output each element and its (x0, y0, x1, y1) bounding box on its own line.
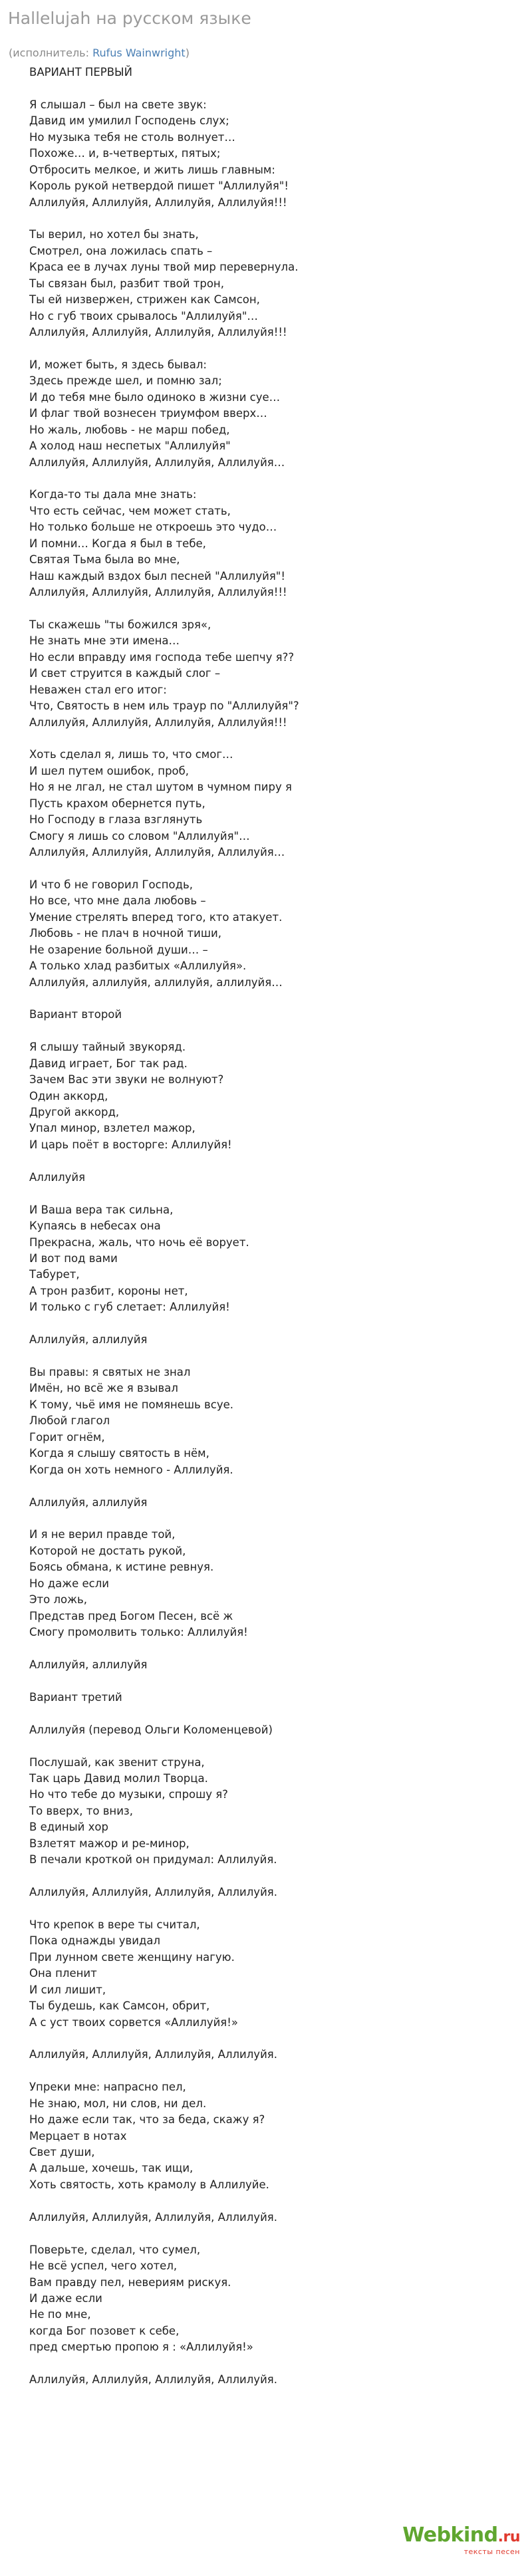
lyric-line: Которой не достать рукой, (29, 1544, 186, 1557)
blank-line (29, 1868, 521, 1884)
lyric-line: Любой глагол (29, 1414, 110, 1428)
blank-line (29, 1316, 521, 1332)
lyric-line: Не по мне, (29, 2308, 91, 2321)
lyric-line: Но даже если так, что за беда, скажу я? (29, 2113, 265, 2126)
lyric-line: Имён, но всё же я взывал (29, 1382, 178, 1395)
lyric-line: И только с губ слетает: Аллилуйя! (29, 1301, 230, 1314)
blank-line (29, 1640, 521, 1656)
logo-main-text: Webkind (402, 2523, 498, 2547)
lyric-line: При лунном свете женщину нагую. (29, 1950, 235, 1964)
lyrics-text (29, 64, 521, 2388)
lyric-line: Аллилуйя (перевод Ольги Коломенцевой) (29, 1723, 273, 1736)
lyric-line: Но Господу в глаза взглянуть (29, 813, 203, 827)
lyric-line: Аллилуйя, Аллилуйя, Аллилуйя, Аллилуйя… (29, 455, 285, 469)
lyric-line: И флаг твой вознесен триумфом вверх… (29, 407, 267, 420)
lyric-line: Купаясь в небесах она (29, 1220, 161, 1233)
lyric-line: ВАРИАНТ ПЕРВЫЙ (29, 66, 132, 78)
lyric-line: Ты ей низвержен, стрижен как Самсон, (29, 293, 260, 307)
lyric-line: Упреки мне: напрасно пел, (29, 2081, 186, 2094)
blank-line (29, 1900, 521, 1916)
blank-line (29, 1706, 521, 1722)
lyric-line: Здесь прежде шел, и помню зал; (29, 374, 222, 388)
lyric-line: Когда он хоть немного - Аллилуйя. (29, 1463, 233, 1476)
lyric-line: Краса ее в лучах луны твой мир перевернула. (29, 261, 299, 274)
lyric-line: Ты верил, но хотел бы знать, (29, 228, 199, 241)
artist-line (9, 47, 190, 60)
blank-line (29, 2031, 521, 2047)
lyric-line: Ты связан был, разбит твой трон, (29, 277, 224, 290)
blank-line (29, 340, 521, 356)
lyric-line: А холод наш неспетых "Аллилуйя" (29, 440, 231, 453)
blank-line (29, 211, 521, 227)
blank-line (29, 1023, 521, 1039)
lyric-line: Ты будешь, как Самсон, обрит, (29, 1999, 210, 2013)
lyric-line: А с уст твоих сорвется «Аллилуйя!» (29, 2015, 238, 2029)
lyric-line: Хоть святость, хоть крамолу в Аллилуйе. (29, 2178, 269, 2191)
lyric-line: Аллилуйя, аллилуйя, аллилуйя, аллилуйя… (29, 975, 283, 989)
lyric-line: Ты скажешь "ты божился зря«, (29, 618, 211, 631)
logo-tagline: тексты песен (464, 2547, 520, 2556)
lyric-line: Я слышал – был на свете звук: (29, 98, 207, 111)
lyric-line: Что, Святость в нем иль траур по "Аллилуйя"? (29, 700, 299, 713)
lyric-line: Аллилуйя, аллилуйя (29, 1495, 148, 1509)
lyric-line: И что б не говорил Господь, (29, 878, 193, 891)
lyric-line: Отбросить мелкое, и жить лишь главным: (29, 163, 275, 176)
lyric-line: когда Бог позовет к себе, (29, 2324, 180, 2337)
lyric-line: Боясь обмана, к истине ревнуя. (29, 1561, 214, 1574)
lyric-line: Вариант третий (29, 1690, 122, 1704)
lyric-line: Но что тебе до музыки, спрошу я? (29, 1788, 228, 1801)
site-logo[interactable] (402, 2524, 520, 2556)
lyric-line: Но я не лгал, не стал шутом в чумном пиру я (29, 781, 292, 794)
blank-line (29, 471, 521, 487)
lyric-line: Так царь Давид молил Творца. (29, 1771, 208, 1785)
lyric-line: Другой аккорд, (29, 1106, 120, 1118)
lyric-line: И даже если (29, 2291, 102, 2305)
blank-line (29, 2356, 521, 2372)
lyric-line: Пусть крахом обернется путь, (29, 797, 205, 810)
lyric-line: Когда я слышу святость в нём, (29, 1447, 209, 1460)
page-title: Hallelujah на русском языке (8, 9, 251, 28)
lyric-line: Поверьте, сделал, что сумел, (29, 2243, 201, 2256)
lyric-line: Аллилуйя (29, 1170, 86, 1184)
lyric-line: Хоть сделал я, лишь то, что смог… (29, 748, 233, 761)
lyric-line: И, может быть, я здесь бывал: (29, 358, 207, 371)
lyric-line: Король рукой нетвердой пишет "Аллилуйя"! (29, 180, 289, 193)
lyric-line: Что крепок в вере ты считал, (29, 1918, 200, 1931)
lyric-line: Мерцает в нотах (29, 2129, 127, 2142)
lyric-line: Аллилуйя, Аллилуйя, Аллилуйя, Аллилуйя. (29, 1886, 277, 1898)
lyric-line: А дальше, хочешь, так ищи, (29, 2162, 194, 2175)
blank-line (29, 80, 521, 96)
lyric-line: Но с губ твоих срывалось "Аллилуйя"… (29, 309, 258, 322)
blank-line (29, 1186, 521, 1202)
lyric-line: К тому, чьё имя не помянешь всуе. (29, 1398, 233, 1411)
lyric-line: Умение стрелять вперед того, кто атакует. (29, 910, 283, 924)
blank-line (29, 1349, 521, 1364)
lyric-line: Смогу промолвить только: Аллилуйя! (29, 1626, 248, 1638)
blank-line (29, 1511, 521, 1527)
blank-line (29, 991, 521, 1007)
lyric-line: Давид играет, Бог так рад. (29, 1057, 188, 1070)
blank-line (29, 1478, 521, 1494)
lyric-line: И сил лишит, (29, 1983, 106, 1996)
lyric-line: Вариант второй (29, 1008, 122, 1021)
lyric-line: Аллилуйя, аллилуйя (29, 1333, 148, 1347)
lyric-line: Взлетят мажор и ре-минор, (29, 1837, 190, 1850)
lyric-line: Пока однажды увидал (29, 1934, 161, 1948)
artist-suffix: ) (185, 47, 190, 59)
lyric-line: И помни… Когда я был в тебе, (29, 537, 206, 550)
lyric-line: Смогу я лишь со словом "Аллилуйя"… (29, 829, 250, 842)
lyric-line: Вам правду пел, невериям рискуя. (29, 2275, 231, 2289)
lyric-line: Но жаль, любовь - не марш побед, (29, 423, 230, 436)
lyric-line: В единый хор (29, 1821, 108, 1834)
lyric-line: Святая Тьма была во мне, (29, 553, 180, 567)
lyric-line: И я не верил правде той, (29, 1528, 176, 1541)
lyric-line: Давид им умилил Господень слух; (29, 114, 229, 128)
artist-prefix: (исполнитель: (9, 47, 93, 59)
lyric-line: Аллилуйя, Аллилуйя, Аллилуйя, Аллилуйя!!! (29, 195, 287, 209)
lyric-line: В печали кроткой он придумал: Аллилуйя. (29, 1853, 277, 1867)
lyric-line: Горит огнём, (29, 1430, 105, 1444)
lyric-line: А трон разбит, короны нет, (29, 1284, 188, 1297)
lyric-line: Но если вправду имя господа тебе шепчу я?? (29, 650, 295, 664)
lyric-line: Аллилуйя, Аллилуйя, Аллилуйя, Аллилуйя… (29, 846, 285, 858)
lyric-line: Но музыка тебя не столь волнует… (29, 130, 235, 144)
blank-line (29, 731, 521, 747)
lyric-line: Представ пред Богом Песен, всё ж (29, 1609, 233, 1622)
blank-line (29, 2226, 521, 2242)
lyric-line: Но только больше не откроешь это чудо… (29, 521, 277, 534)
lyric-line: И шел путем ошибок, проб, (29, 764, 190, 777)
blank-line (29, 1153, 521, 1169)
blank-line (29, 600, 521, 616)
lyric-line: Аллилуйя, Аллилуйя, Аллилуйя, Аллилуйя!!! (29, 586, 287, 598)
lyric-line: Один аккорд, (29, 1089, 108, 1102)
lyric-line: Это ложь, (29, 1593, 87, 1607)
lyric-line: Не знать мне эти имена… (29, 634, 180, 648)
lyric-line: Аллилуйя, Аллилуйя, Аллилуйя, Аллилуйя. (29, 2048, 277, 2061)
blank-line (29, 1673, 521, 1689)
lyric-line: Не всё успел, чего хотел, (29, 2259, 178, 2273)
lyric-line: Свет души, (29, 2146, 95, 2158)
lyric-line: Аллилуйя, Аллилуйя, Аллилуйя, Аллилуйя!!! (29, 326, 287, 338)
lyric-line: И до тебя мне было одиноко в жизни суе… (29, 390, 281, 404)
lyric-line: Неважен стал его итог: (29, 683, 167, 696)
lyric-line: Я слышу тайный звукоряд. (29, 1041, 186, 1054)
lyric-line: Смотрел, она ложилась спать – (29, 244, 213, 257)
lyric-line: Наш каждый вздох был песней "Аллилуйя"! (29, 569, 285, 582)
lyric-line: И вот под вами (29, 1251, 118, 1265)
lyric-line: Аллилуйя, аллилуйя (29, 1658, 148, 1671)
blank-line (29, 1738, 521, 1754)
lyric-line: Не знаю, мол, ни слов, ни дел. (29, 2097, 207, 2110)
lyric-line: Вы правы: я святых не знал (29, 1366, 191, 1378)
lyric-line: Но все, что мне дала любовь – (29, 894, 206, 908)
lyric-line: Но даже если (29, 1577, 110, 1590)
logo-wordmark (402, 2524, 520, 2549)
lyric-line: пред смертью пропою я : «Аллилуйя!» (29, 2341, 253, 2354)
lyric-line: Она пленит (29, 1967, 97, 1980)
lyric-line: Что есть сейчас, чем может стать, (29, 504, 231, 517)
lyric-line: Послушай, как звенит струна, (29, 1755, 205, 1769)
lyric-line: Табурет, (29, 1268, 80, 1281)
lyric-line: Когда-то ты дала мне знать: (29, 488, 197, 501)
logo-tld: .ru (497, 2529, 520, 2545)
blank-line (29, 2063, 521, 2079)
lyric-line: Зачем Вас эти звуки не волнуют? (29, 1073, 224, 1087)
blank-line (29, 860, 521, 876)
lyric-line: Похоже… и, в-четвертых, пятых; (29, 147, 221, 160)
lyric-line: Не озарение больной души… – (29, 943, 208, 956)
lyric-line: И царь поёт в восторге: Аллилуйя! (29, 1138, 232, 1151)
lyric-line: Любовь - не плач в ночной тиши, (29, 927, 221, 940)
blank-line (29, 2193, 521, 2209)
lyric-line: Аллилуйя, Аллилуйя, Аллилуйя, Аллилуйя!!! (29, 715, 287, 729)
artist-link[interactable]: Rufus Wainwright (92, 47, 186, 59)
lyric-line: Упал минор, взлетел мажор, (29, 1122, 196, 1135)
lyric-line: И свет струится в каждый слог – (29, 667, 221, 680)
lyric-line: Аллилуйя, Аллилуйя, Аллилуйя, Аллилуйя. (29, 2210, 277, 2224)
lyric-line: Аллилуйя, Аллилуйя, Аллилуйя, Аллилуйя. (29, 2373, 277, 2386)
lyric-line: А только хлад разбитых «Аллилуйя». (29, 960, 247, 973)
lyric-line: Прекрасна, жаль, что ночь её ворует. (29, 1235, 249, 1249)
lyric-line: То вверх, то вниз, (29, 1804, 133, 1817)
lyric-line: И Ваша вера так сильна, (29, 1203, 174, 1216)
